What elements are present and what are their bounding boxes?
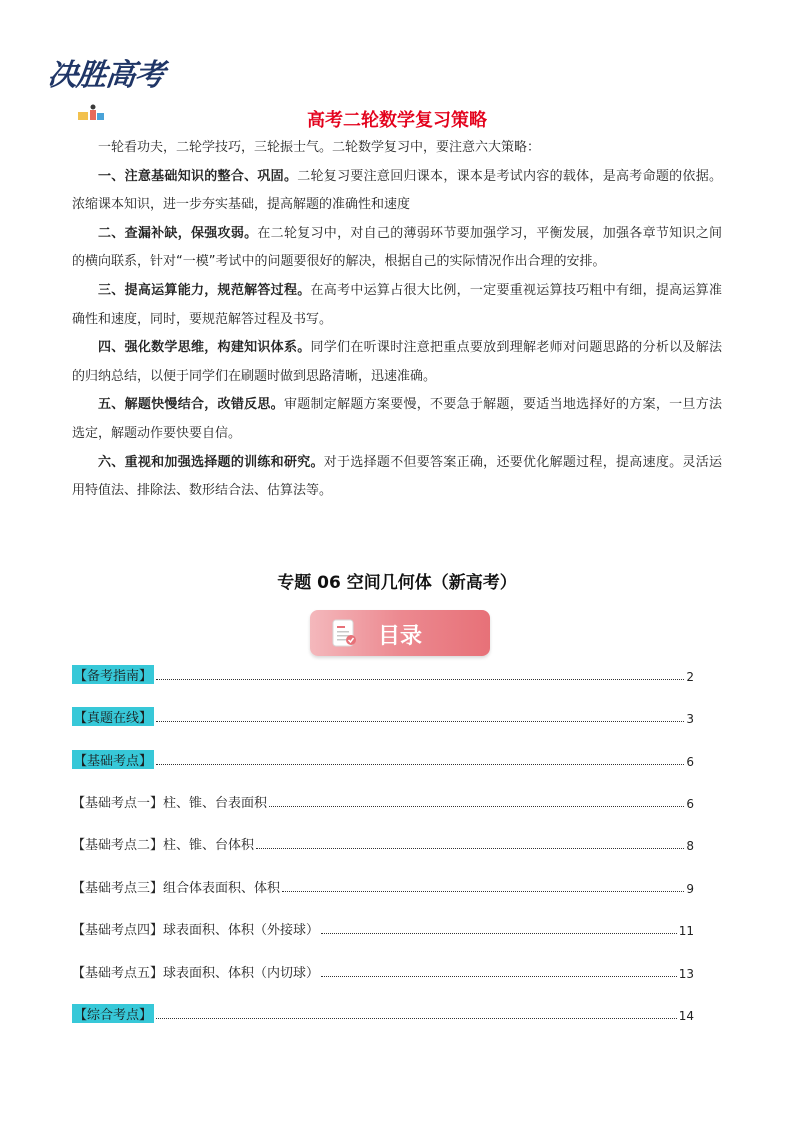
strategy-item — [72, 449, 722, 506]
toc-entry[interactable] — [72, 1003, 694, 1023]
page-title: 高考二轮数学复习策略 — [307, 110, 487, 131]
section-title: 专题 06 空间几何体（新高考） — [277, 573, 517, 593]
strategy-body: 在二轮复习中，对自己的薄弱环节要加强学习，平衡发展，加强各章节知识之间的横向联系，针对“一模”考试中的问题要很好的解决，根据自己的实际情况作出合理的安排。 — [72, 225, 722, 270]
toc-banner — [310, 610, 490, 656]
strategy-item — [72, 334, 722, 391]
strategy-item — [72, 391, 722, 448]
toc-entry[interactable] — [72, 749, 694, 769]
strategy-body: 同学们在听课时注意把重点要放到理解老师对问题思路的分析以及解法的归纳总结，以便于同学们在刷题时做到思路清晰，迅速准确。 — [72, 340, 722, 384]
toc-leader-dots — [256, 848, 684, 849]
strategy-item — [72, 163, 722, 220]
toc-entry-label: 【基础考点五】球表面积、体积（内切球） — [72, 966, 320, 981]
toc-entry-page: 6 — [686, 797, 694, 811]
toc-entry-label: 【基础考点一】柱、锥、台表面积 — [72, 796, 268, 811]
toc-entry-label: 【基础考点三】组合体表面积、体积 — [72, 881, 281, 896]
strategy-head: 二、查漏补缺，保强攻弱。 — [98, 225, 258, 241]
toc-entry-label: 【真题在线】 — [72, 707, 154, 726]
toc-entry[interactable] — [72, 918, 694, 938]
toc-leader-dots — [156, 721, 684, 722]
toc-entry[interactable] — [72, 961, 694, 981]
strategy-head: 六、重视和加强选择题的训练和研究。 — [98, 454, 324, 470]
strategy-head: 三、提高运算能力，规范解答过程。 — [98, 282, 311, 298]
strategy-body: 二轮复习要注意回归课本，课本是考试内容的载体，是高考命题的依据。浓缩课本知识，进一步夯实基础，提高解题的准确性和速度 — [72, 168, 722, 213]
toc-entry[interactable] — [72, 791, 694, 811]
strategy-body: 在高考中运算占很大比例，一定要重视运算技巧粗中有细，提高运算准确性和速度，同时，要规范解答过程及书写。 — [72, 282, 722, 327]
toc-entry-page: 8 — [686, 839, 694, 853]
toc-leader-dots — [156, 679, 684, 680]
strategy-head: 五、解题快慢结合，改错反思。 — [98, 397, 284, 413]
toc-leader-dots — [156, 764, 684, 765]
strategy-body: 审题制定解题方案要慢，不要急于解题，要适当地选择好的方案，一旦方法选定，解题动作要快要自信。 — [72, 397, 722, 441]
toc-entry-label: 【备考指南】 — [72, 665, 154, 684]
toc-entry-page: 9 — [686, 882, 694, 896]
toc-leader-dots — [156, 1018, 677, 1019]
strategy-head: 一、注意基础知识的整合、巩固。 — [98, 168, 298, 184]
document-icon — [330, 618, 358, 648]
toc-entry-label: 【基础考点四】球表面积、体积（外接球） — [72, 923, 320, 938]
toc-entry-page: 13 — [678, 967, 694, 981]
toc-entry-page: 2 — [686, 670, 694, 684]
toc-entry-page: 14 — [678, 1009, 694, 1023]
strategy-body: 对于选择题不但要答案正确，还要优化解题过程，提高速度。灵活运用特值法、排除法、数形结合法、估算法等。 — [72, 454, 722, 499]
toc-entry[interactable] — [72, 833, 694, 853]
toc-entry-page: 6 — [686, 755, 694, 769]
toc-leader-dots — [269, 806, 684, 807]
intro-opening: 一轮看功夫，二轮学技巧，三轮振士气。二轮数学复习中，要注意六大策略： — [98, 140, 541, 155]
toc-entry-page: 11 — [678, 924, 694, 938]
toc-entry-page: 3 — [686, 712, 694, 726]
toc-entry[interactable] — [72, 706, 694, 726]
intro-section — [72, 134, 722, 506]
toc-leader-dots — [321, 933, 677, 934]
toc-entry[interactable] — [72, 876, 694, 896]
toc-leader-dots — [321, 976, 677, 977]
toc-entry-label: 【基础考点】 — [72, 750, 154, 769]
logo-text: 决胜高考 — [45, 58, 166, 93]
strategy-head: 四、强化数学思维，构建知识体系。 — [98, 340, 311, 356]
toc-entry-label: 【综合考点】 — [72, 1004, 154, 1023]
strategy-item — [72, 220, 722, 277]
toc-leader-dots — [282, 891, 684, 892]
toc-entry[interactable] — [72, 664, 694, 684]
toc-label: 目录 — [378, 624, 423, 649]
toc-entry-label: 【基础考点二】柱、锥、台体积 — [72, 838, 255, 853]
strategy-item — [72, 277, 722, 334]
